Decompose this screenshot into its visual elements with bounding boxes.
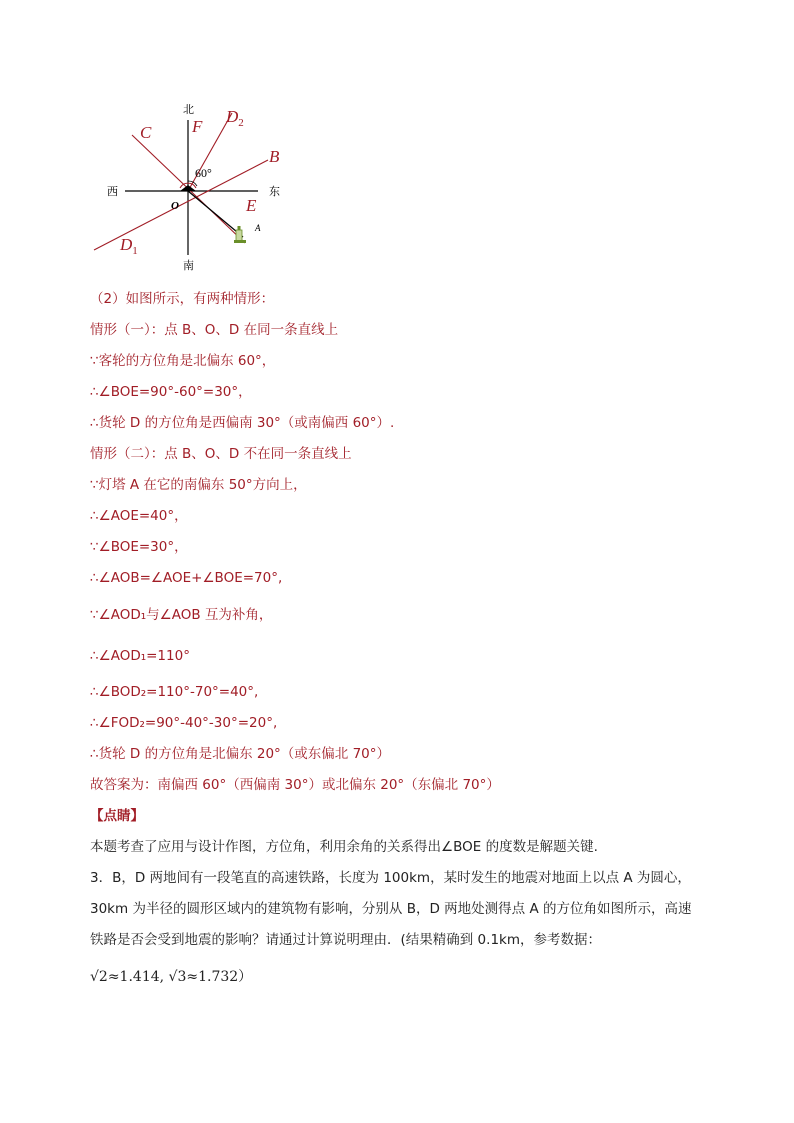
text-line-04: ∴∠BOE=90°-60°=30°， [90,384,252,400]
section-tag-dianjing: 【点睛】 [90,808,144,824]
label-angle-60: 60° [195,166,212,180]
text-line-10: ∴∠AOB=∠AOE+∠BOE=70°, [90,570,283,586]
question-3-line-2: 30km 为半径的圆形区域内的建筑物有影响，分别从 B，D 两地处测得点 A 的方位角如图所示，高速 [90,901,692,917]
text-line-01: （2）如图所示，有两种情形： [90,291,275,307]
line-o-a [188,191,243,237]
text-line-08: ∴∠AOE=40°， [90,508,188,524]
label-f: F [192,117,203,136]
text-line-02: 情形（一）：点 B、O、D 在同一条直线上 [90,322,339,338]
text-line-18: 本题考查了应用与设计作图，方位角，利用余角的关系得出∠BOE 的度数是解题关键. [90,839,598,855]
text-line-11: ∵∠AOD₁与∠AOB 互为补角， [90,607,273,623]
text-line-09: ∵∠BOE=30°， [90,539,188,555]
label-d2: $D_2$ [226,107,244,129]
question-3-reference-data: √2≈1.414, √3≈1.732） [90,969,253,985]
text-line-13: ∴∠BOD₂=110°-70°=40°, [90,684,259,700]
text-line-07: ∵灯塔 A 在它的南偏东 50°方向上， [90,477,307,493]
label-south: 南 [183,259,194,272]
label-north: 北 [183,103,194,116]
label-origin: O [171,200,179,212]
direction-figure [80,95,300,275]
question-3-line-3: 铁路是否会受到地震的影响？请通过计算说明理由．(结果精确到 0.1km，参考数据： [90,932,601,948]
lighthouse-icon [234,226,246,243]
text-line-16: 故答案为：南偏西 60°（西偏南 30°）或北偏东 20°（东偏北 70°） [90,777,500,793]
text-line-15: ∴货轮 D 的方位角是北偏东 20°（或东偏北 70°） [90,746,391,762]
label-b: B [269,147,280,166]
label-east: 东 [269,185,280,198]
label-a: A [255,223,261,233]
text-line-14: ∴∠FOD₂=90°-40°-30°=20°, [90,715,278,731]
origin-marker [180,185,196,191]
label-e: E [246,196,257,215]
label-west: 西 [107,185,118,198]
text-line-12: ∴∠AOD₁=110° [90,648,190,664]
question-3-line-1: 3．B，D 两地间有一段笔直的高速铁路，长度为 100km，某时发生的地震对地面上以点 A 为圆心， [90,870,691,886]
text-line-05: ∴货轮 D 的方位角是西偏南 30°（或南偏西 60°）. [90,415,395,431]
label-d1: $D_1$ [120,235,138,257]
text-line-03: ∵客轮的方位角是北偏东 60°， [90,353,276,369]
text-line-06: 情形（二）：点 B、O、D 不在同一条直线上 [90,446,352,462]
label-c: C [140,123,152,142]
